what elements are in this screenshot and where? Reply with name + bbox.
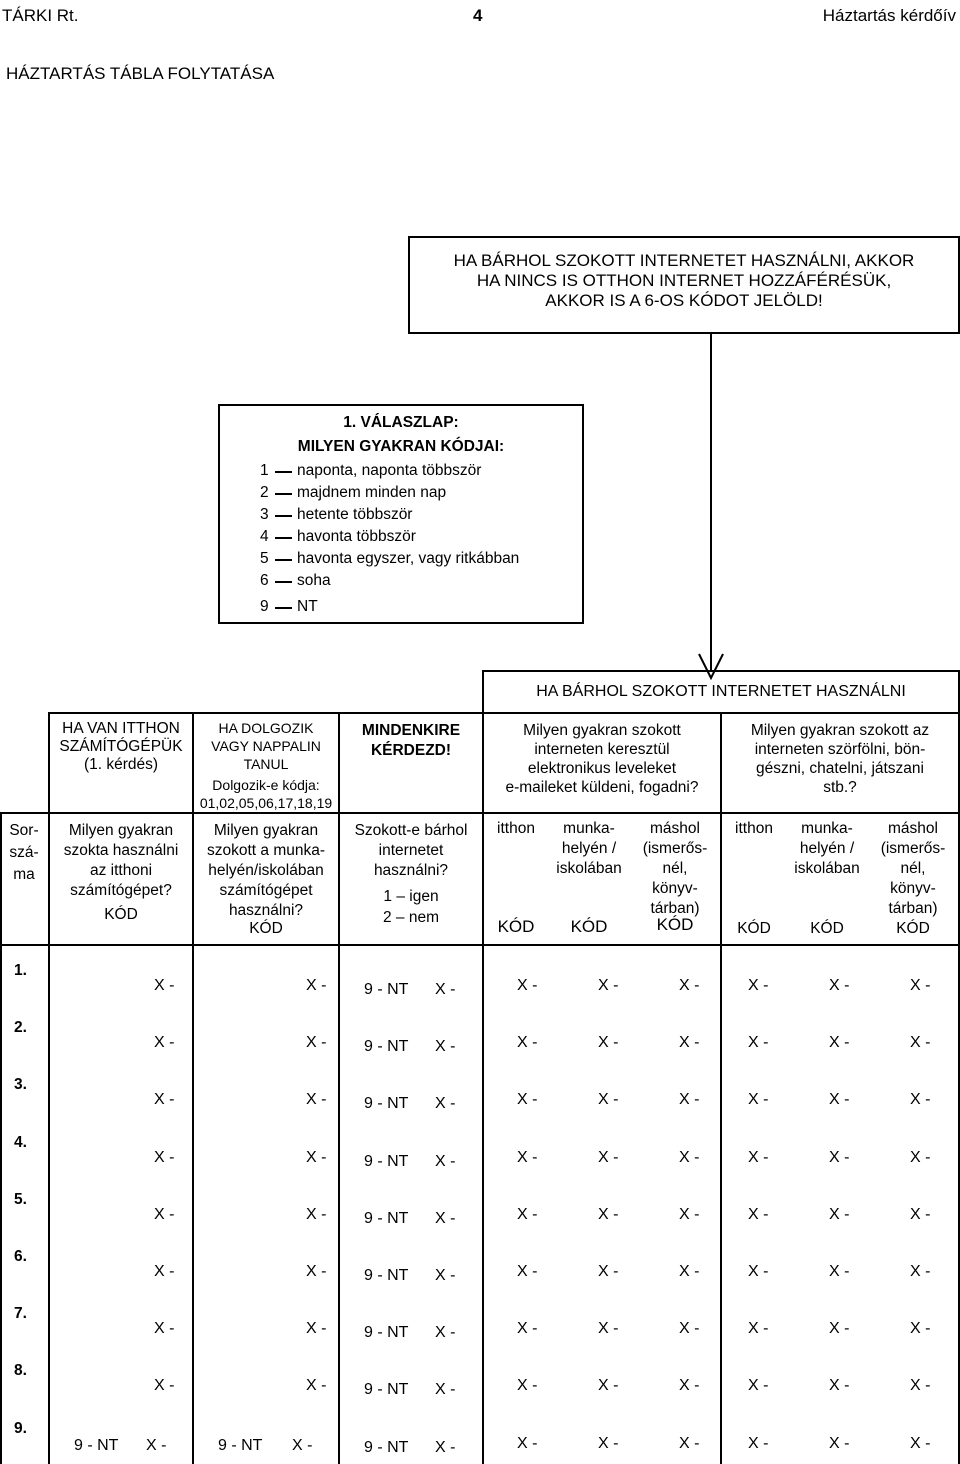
group-header: HA BÁRHOL SZOKOTT INTERNETET HASZNÁLNI (536, 683, 906, 700)
email-question: interneten keresztül (534, 741, 670, 758)
surf-sub-munkahely: iskolában (794, 860, 860, 877)
legend-code: 3 (260, 506, 269, 523)
cell-x: X - (154, 1205, 175, 1223)
legend-title: 1. VÁLASZLAP: (343, 414, 459, 431)
cell-x: X - (306, 1148, 327, 1166)
grid-line (482, 670, 960, 672)
cell-nt: 9 - NT (364, 1095, 409, 1113)
header-right: Háztartás kérdőív (822, 6, 956, 25)
col2-condition: VAGY NAPPALIN (211, 738, 321, 754)
cell-x: X - (154, 1263, 175, 1280)
header-left: TÁRKI Rt. (2, 6, 79, 25)
notice-box (408, 236, 960, 334)
cell-x: X - (435, 1038, 456, 1056)
surf-sub-mashol: tárban) (888, 900, 938, 917)
surf-sub-mashol: máshol (888, 820, 938, 837)
cell-x: X - (679, 1205, 700, 1223)
email-kod: KÓD (570, 917, 608, 936)
surf-sub-munkahely: munka- (801, 820, 853, 837)
cell-x: X - (910, 1320, 931, 1338)
row-number: 9. (14, 1419, 27, 1437)
surf-sub-mashol: könyv- (890, 880, 936, 897)
cell-x: X - (679, 1434, 700, 1452)
cell-x: X - (679, 1148, 700, 1166)
email-sub-munkahely: iskolában (556, 860, 622, 877)
row-number: 6. (14, 1248, 27, 1265)
col1-question: az itthoni (89, 862, 153, 879)
row-number: 1. (14, 962, 27, 979)
cell-nt: 9 - NT (364, 1381, 409, 1399)
cell-x: X - (306, 1320, 327, 1338)
legend-code: 6 (260, 572, 269, 589)
cell-x: X - (829, 1377, 850, 1395)
sorszama-label: ma (13, 866, 35, 883)
cell-x: X - (679, 1034, 700, 1052)
cell-x: X - (829, 1205, 850, 1223)
col3-question: internetet (378, 842, 444, 859)
cell-x: X - (598, 1263, 619, 1280)
legend-dash (275, 471, 292, 473)
cell-nt: 9 - NT (364, 1267, 409, 1284)
email-sub-itthon: itthon (497, 820, 535, 837)
col2-condition-code: Dolgozik-e kódja: (212, 777, 320, 793)
cell-x: X - (910, 1377, 931, 1395)
row-number: 2. (14, 1019, 27, 1037)
col3-option: 2 – nem (382, 909, 439, 926)
email-sub-mashol: könyv- (652, 880, 698, 897)
cell-x: X - (748, 1263, 769, 1280)
cell-x: X - (154, 977, 175, 994)
cell-x: X - (435, 1209, 456, 1227)
col1-question: Milyen gyakran (68, 822, 174, 839)
email-question: e-maileket küldeni, fogadni? (505, 779, 699, 796)
row-number: 5. (14, 1190, 27, 1208)
col3-option: 1 – igen (383, 888, 439, 905)
col2-condition-code: 01,02,05,06,17,18,19 (199, 795, 333, 811)
cell-x: X - (598, 1434, 619, 1452)
surf-sub-itthon: itthon (735, 820, 773, 837)
legend-text: soha (297, 572, 331, 589)
col1-condition: (1. kérdés) (83, 756, 159, 773)
cell-x: X - (829, 977, 850, 994)
cell-x: X - (154, 1320, 175, 1338)
col3-condition: MINDENKIRE (361, 722, 461, 739)
cell-x: X - (517, 977, 538, 994)
grid-line (0, 944, 960, 946)
sorszama-label: szá- (9, 844, 39, 861)
cell-x: X - (517, 1034, 538, 1052)
cell-x: X - (517, 1263, 538, 1280)
cell-x: X - (748, 977, 769, 994)
cell-x: X - (829, 1320, 850, 1338)
notice-line: HA BÁRHOL SZOKOTT INTERNETET HASZNÁLNI, AKKOR (453, 251, 915, 270)
cell-x: X - (435, 1267, 456, 1284)
cell-x: X - (910, 1263, 931, 1280)
cell-x: X - (910, 1091, 931, 1109)
cell-x: X - (679, 1320, 700, 1338)
row-number: 7. (14, 1305, 27, 1323)
cell-x: X - (435, 1324, 456, 1342)
col1-condition: SZÁMÍTÓGÉPÜK (59, 738, 183, 755)
grid-line (0, 812, 960, 814)
cell-x: X - (154, 1091, 175, 1109)
cell-x: X - (435, 1438, 456, 1456)
grid-line (0, 812, 2, 1464)
surf-kod: KÓD (810, 920, 844, 937)
cell-x: X - (748, 1434, 769, 1452)
legend-dash (275, 515, 292, 517)
col2-question: szokott a munka- (206, 842, 326, 859)
col2-question: használni? (228, 902, 304, 919)
cell-x: X - (292, 1436, 313, 1454)
legend-box (218, 404, 584, 624)
email-kod: KÓD (497, 917, 535, 936)
cell-x: X - (517, 1091, 538, 1109)
cell-x: X - (910, 1148, 931, 1166)
email-question: elektronikus leveleket (527, 760, 677, 777)
surf-question: gészni, chatelni, játszani (755, 760, 924, 777)
cell-x: X - (598, 1205, 619, 1223)
surf-question: Milyen gyakran szokott az (750, 722, 930, 739)
surf-kod: KÓD (896, 920, 930, 937)
cell-x: X - (154, 1148, 175, 1166)
cell-x: X - (679, 977, 700, 994)
cell-nt: 9 - NT (364, 1038, 409, 1056)
cell-x: X - (910, 1034, 931, 1052)
legend-code: 5 (260, 550, 269, 567)
email-sub-munkahely: munka- (563, 820, 615, 837)
cell-x: X - (306, 1377, 327, 1395)
arrow-line (710, 334, 712, 670)
cell-x: X - (598, 1091, 619, 1109)
col3-question: használni? (373, 862, 449, 879)
sorszama-label: Sor- (9, 822, 39, 839)
legend-dash (275, 493, 292, 495)
email-sub-mashol: máshol (650, 820, 700, 837)
legend-subtitle: MILYEN GYAKRAN KÓDJAI: (297, 438, 505, 455)
arrow-head-icon (698, 652, 724, 680)
cell-x: X - (435, 981, 456, 998)
legend-code: 1 (260, 462, 269, 479)
cell-x: X - (146, 1436, 167, 1454)
cell-x: X - (910, 977, 931, 994)
notice-line: HA NINCS IS OTTHON INTERNET HOZZÁFÉRÉSÜK, (476, 271, 892, 290)
surf-sub-munkahely: helyén / (799, 840, 855, 857)
email-sub-mashol: (ismerős- (642, 840, 708, 857)
cell-x: X - (748, 1377, 769, 1395)
col3-condition: KÉRDEZD! (370, 742, 452, 759)
cell-x: X - (679, 1263, 700, 1280)
cell-x: X - (435, 1381, 456, 1399)
cell-x: X - (748, 1091, 769, 1109)
legend-text: havonta egyszer, vagy ritkábban (297, 550, 520, 567)
cell-x: X - (910, 1434, 931, 1452)
cell-x: X - (829, 1091, 850, 1109)
cell-x: X - (154, 1377, 175, 1395)
legend-dash (275, 559, 292, 561)
col2-question: helyén/iskolában (208, 862, 324, 879)
col1-kod: KÓD (104, 906, 138, 923)
cell-nt: 9 - NT (364, 1152, 409, 1170)
cell-x: X - (435, 1152, 456, 1170)
cell-x: X - (306, 1263, 327, 1280)
cell-x: X - (598, 1320, 619, 1338)
col1-condition: HA VAN ITTHON (62, 720, 180, 737)
cell-x: X - (748, 1148, 769, 1166)
email-sub-mashol: tárban) (650, 900, 700, 917)
legend-text: naponta, naponta többször (297, 462, 482, 479)
cell-nt: 9 - NT (364, 1324, 409, 1342)
cell-x: X - (598, 977, 619, 994)
cell-x: X - (829, 1148, 850, 1166)
legend-dash (275, 581, 292, 583)
col1-question: számítógépet? (70, 882, 172, 899)
cell-x: X - (598, 1148, 619, 1166)
cell-nt: 9 - NT (364, 1209, 409, 1227)
grid-line (48, 712, 960, 714)
surf-question: stb.? (823, 779, 857, 796)
legend-dash (275, 607, 292, 609)
cell-x: X - (829, 1034, 850, 1052)
cell-x: X - (306, 1091, 327, 1109)
cell-x: X - (598, 1034, 619, 1052)
legend-code: 9 (260, 598, 269, 615)
legend-text: havonta többször (297, 528, 416, 545)
cell-x: X - (306, 1034, 327, 1052)
col3-question: Szokott-e bárhol (354, 822, 468, 839)
cell-x: X - (748, 1205, 769, 1223)
cell-x: X - (679, 1377, 700, 1395)
cell-x: X - (748, 1034, 769, 1052)
surf-question: interneten szörfölni, bön- (754, 741, 926, 758)
cell-x: X - (910, 1205, 931, 1223)
cell-x: X - (435, 1095, 456, 1113)
email-sub-munkahely: helyén / (561, 840, 617, 857)
cell-x: X - (829, 1434, 850, 1452)
col2-condition: TANUL (243, 756, 289, 772)
cell-x: X - (306, 977, 327, 994)
legend-code: 4 (260, 528, 269, 545)
legend-code: 2 (260, 484, 269, 501)
cell-nt: 9 - NT (364, 1438, 409, 1456)
cell-x: X - (306, 1205, 327, 1223)
notice-line: AKKOR IS A 6-OS KÓDOT JELÖLD! (545, 291, 823, 310)
cell-x: X - (679, 1091, 700, 1109)
legend-text: hetente többször (297, 506, 413, 523)
row-number: 4. (14, 1133, 27, 1151)
col2-question: Milyen gyakran (213, 822, 319, 839)
cell-x: X - (154, 1034, 175, 1052)
col2-question: számítógépet (219, 882, 313, 899)
cell-x: X - (598, 1377, 619, 1395)
legend-text: majdnem minden nap (297, 484, 447, 501)
cell-x: X - (517, 1148, 538, 1166)
row-number: 8. (14, 1362, 27, 1380)
surf-sub-mashol: (ismerős- (880, 840, 946, 857)
email-sub-mashol: nél, (662, 860, 688, 877)
cell-x: X - (517, 1377, 538, 1395)
cell-x: X - (748, 1320, 769, 1338)
col1-question: szokta használni (63, 842, 179, 859)
cell-x: X - (829, 1263, 850, 1280)
email-kod: KÓD (656, 915, 694, 934)
page-number: 4 (473, 6, 483, 25)
legend-text: NT (297, 598, 318, 615)
col2-condition: HA DOLGOZIK (218, 720, 314, 736)
row-number: 3. (14, 1076, 27, 1094)
email-question: Milyen gyakran szokott (523, 722, 681, 739)
cell-nt: 9 - NT (218, 1436, 263, 1454)
surf-kod: KÓD (737, 920, 771, 937)
cell-x: X - (517, 1320, 538, 1338)
cell-x: X - (517, 1434, 538, 1452)
legend-dash (275, 537, 292, 539)
cell-x: X - (517, 1205, 538, 1223)
cell-nt: 9 - NT (364, 981, 409, 998)
page-title: HÁZTARTÁS TÁBLA FOLYTATÁSA (6, 64, 275, 83)
surf-sub-mashol: nél, (900, 860, 926, 877)
col2-kod: KÓD (249, 920, 283, 937)
cell-nt: 9 - NT (74, 1436, 119, 1454)
